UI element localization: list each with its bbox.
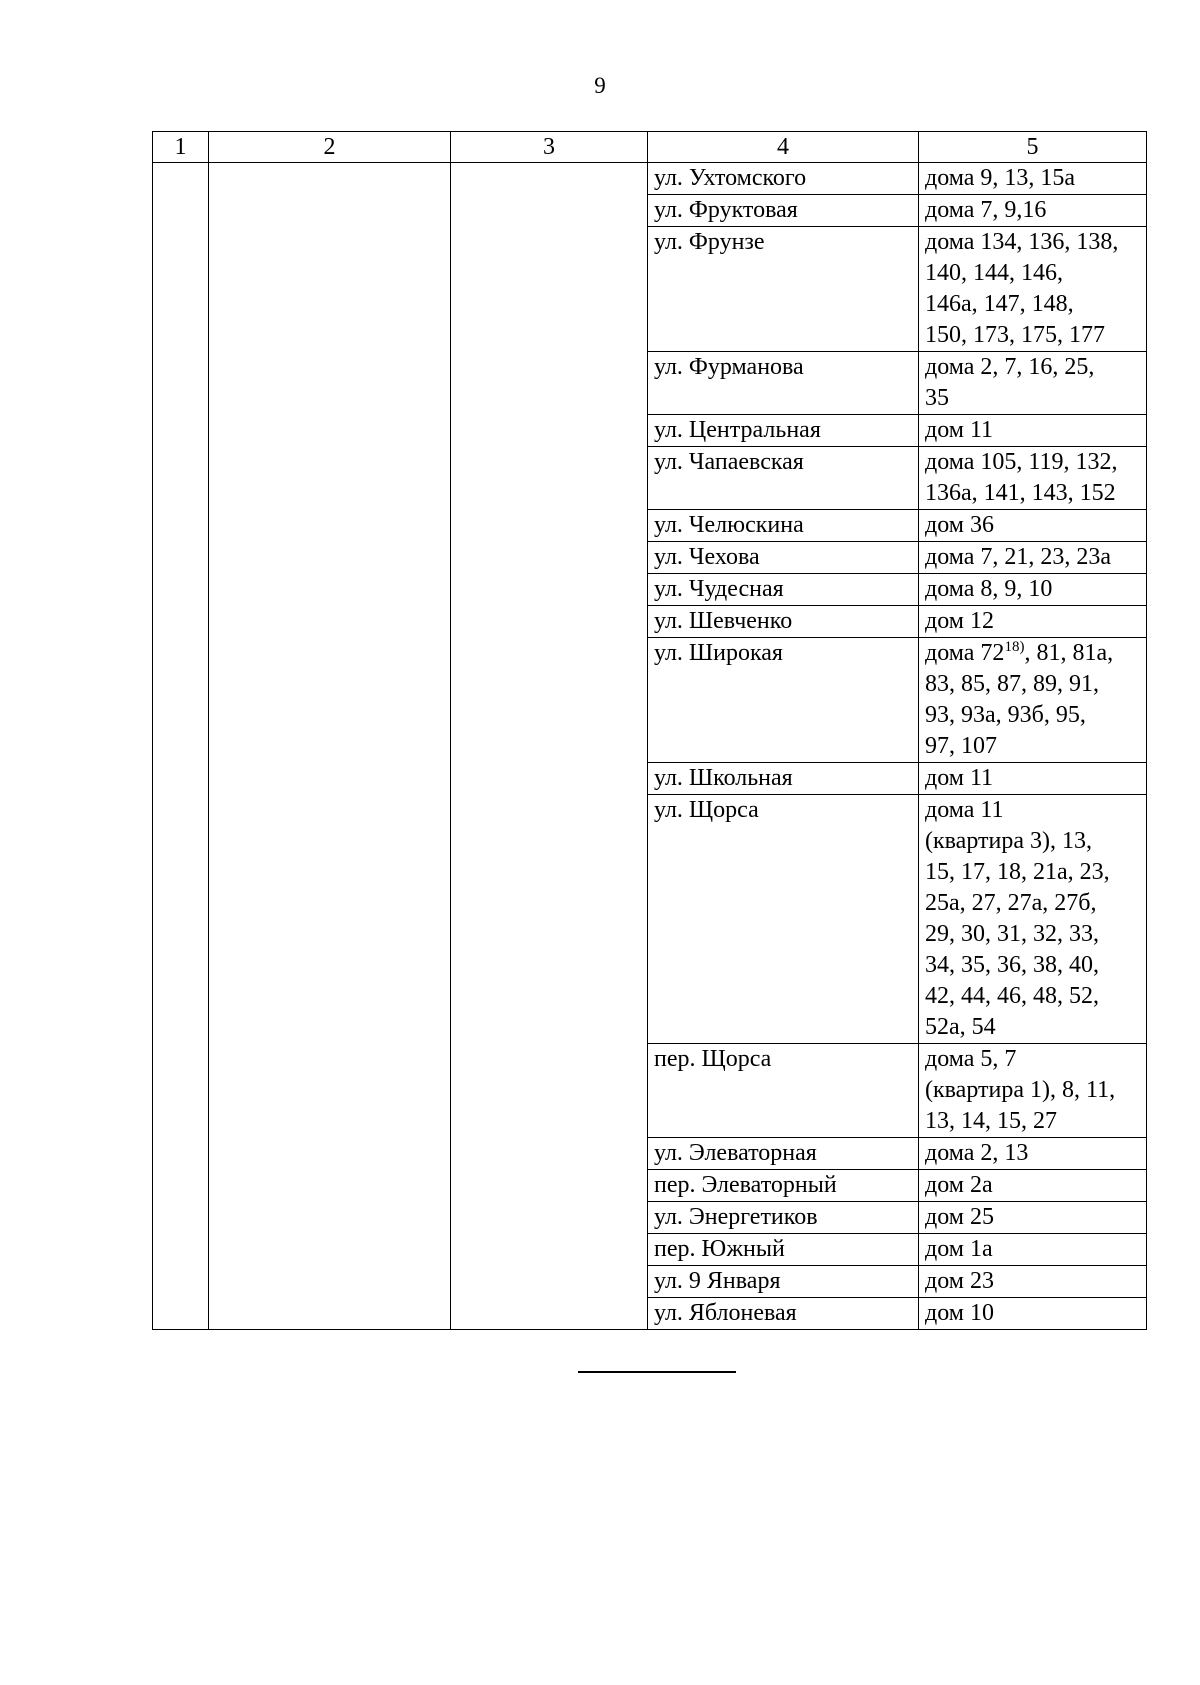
street-cell: ул. Челюскина bbox=[648, 510, 919, 542]
houses-cell: дом 11 bbox=[919, 415, 1147, 447]
street-cell: ул. Элеваторная bbox=[648, 1138, 919, 1170]
houses-cell: дом 36 bbox=[919, 510, 1147, 542]
houses-cell: дома 134, 136, 138, 140, 144, 146, 146а, 147, 148, 150, 173, 175, 177 bbox=[919, 227, 1147, 352]
column-header-5: 5 bbox=[919, 132, 1147, 163]
street-cell: ул. Ухтомского bbox=[648, 163, 919, 195]
houses-cell: дома 2, 13 bbox=[919, 1138, 1147, 1170]
houses-cell: дом 10 bbox=[919, 1298, 1147, 1330]
street-cell: ул. Яблоневая bbox=[648, 1298, 919, 1330]
street-cell: ул. Широкая bbox=[648, 638, 919, 763]
table-row bbox=[153, 163, 1147, 195]
column-header-4: 4 bbox=[648, 132, 919, 163]
houses-cell: дома 9, 13, 15а bbox=[919, 163, 1147, 195]
street-cell: ул. Щорса bbox=[648, 795, 919, 1044]
houses-cell: дом 1а bbox=[919, 1234, 1147, 1266]
column-header-3: 3 bbox=[451, 132, 648, 163]
street-cell: ул. Энергетиков bbox=[648, 1202, 919, 1234]
houses-text: , 81, 81а, 83, 85, 87, 89, 91, 93, 93а, 93б, 95, 97, 107 bbox=[925, 640, 1114, 759]
houses-cell: дом 25 bbox=[919, 1202, 1147, 1234]
houses-cell: дом 23 bbox=[919, 1266, 1147, 1298]
street-cell: пер. Южный bbox=[648, 1234, 919, 1266]
houses-cell bbox=[919, 638, 1147, 763]
column-2-empty-cell bbox=[209, 163, 451, 1330]
column-3-empty-cell bbox=[451, 163, 648, 1330]
page-number: 9 bbox=[594, 73, 606, 98]
houses-cell: дома 7, 9,16 bbox=[919, 195, 1147, 227]
houses-cell: дома 105, 119, 132, 136а, 141, 143, 152 bbox=[919, 447, 1147, 510]
houses-cell: дом 12 bbox=[919, 606, 1147, 638]
street-cell: ул. Чехова bbox=[648, 542, 919, 574]
end-of-document-rule bbox=[578, 1371, 736, 1373]
address-table bbox=[152, 131, 1147, 1330]
houses-cell: дома 8, 9, 10 bbox=[919, 574, 1147, 606]
houses-cell: дом 11 bbox=[919, 763, 1147, 795]
street-cell: ул. Центральная bbox=[648, 415, 919, 447]
street-cell: пер. Элеваторный bbox=[648, 1170, 919, 1202]
street-cell: ул. Фурманова bbox=[648, 352, 919, 415]
houses-cell: дома 2, 7, 16, 25, 35 bbox=[919, 352, 1147, 415]
houses-cell: дома 11 (квартира 3), 13, 15, 17, 18, 21а, 23, 25а, 27, 27а, 27б, 29, 30, 31, 32, 33, 34, 35, 36, 38, 40, 42, 44, 46, 48, 52, 52а, 54 bbox=[919, 795, 1147, 1044]
footnote-reference: 18) bbox=[1004, 639, 1025, 655]
houses-cell: дом 2а bbox=[919, 1170, 1147, 1202]
houses-cell: дома 7, 21, 23, 23а bbox=[919, 542, 1147, 574]
street-cell: пер. Щорса bbox=[648, 1044, 919, 1138]
column-header-1: 1 bbox=[153, 132, 209, 163]
column-1-empty-cell bbox=[153, 163, 209, 1330]
street-cell: ул. 9 Января bbox=[648, 1266, 919, 1298]
column-header-2: 2 bbox=[209, 132, 451, 163]
street-cell: ул. Шевченко bbox=[648, 606, 919, 638]
table-header-row bbox=[153, 132, 1147, 163]
street-cell: ул. Чапаевская bbox=[648, 447, 919, 510]
street-cell: ул. Чудесная bbox=[648, 574, 919, 606]
houses-cell: дома 5, 7 (квартира 1), 8, 11, 13, 14, 15, 27 bbox=[919, 1044, 1147, 1138]
street-cell: ул. Школьная bbox=[648, 763, 919, 795]
street-cell: ул. Фрунзе bbox=[648, 227, 919, 352]
houses-text: дома 72 bbox=[925, 640, 1005, 666]
street-cell: ул. Фруктовая bbox=[648, 195, 919, 227]
